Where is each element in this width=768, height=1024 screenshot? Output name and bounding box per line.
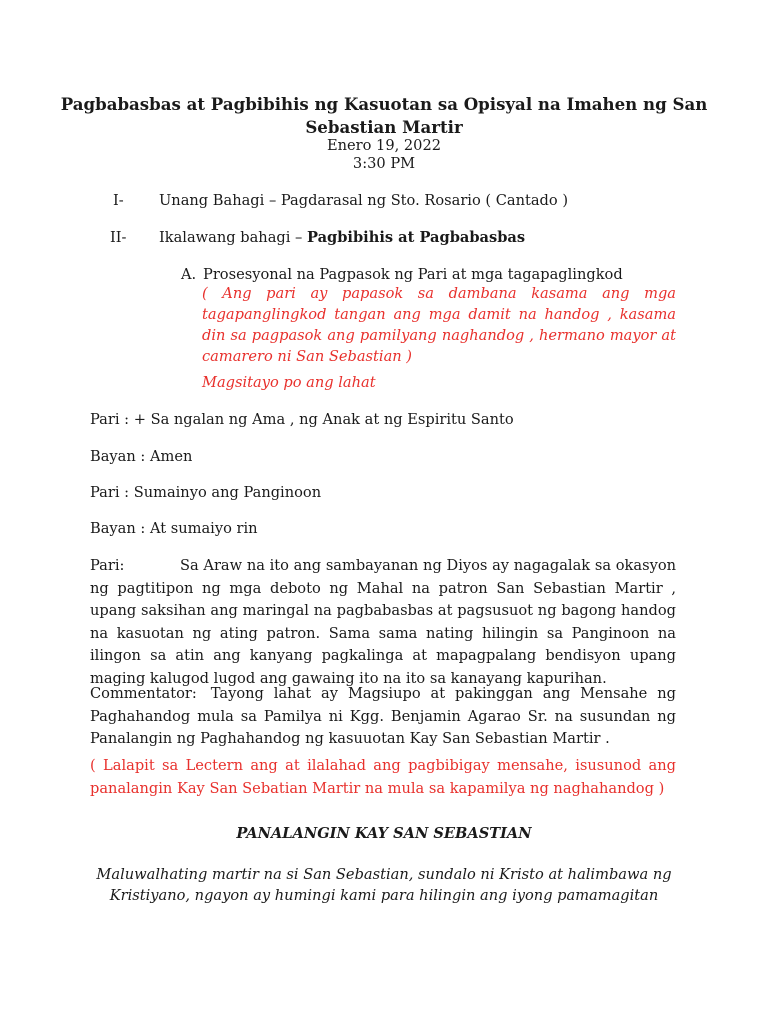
part2-text: Ikalawang bahagi –: [159, 229, 307, 246]
dialogue-line-3: Pari : Sumainyo ang Panginoon: [90, 484, 322, 501]
dialogue-line-1: Pari : + Sa ngalan ng Ama , ng Anak at ng Espiritu Santo: [90, 411, 514, 428]
pari-speaker: Pari:: [90, 557, 125, 574]
part2-bold-text: Pagbibihis at Pagbabasbas: [306, 229, 526, 246]
dialogue-line-2: Bayan : Amen: [90, 448, 193, 465]
part1-text: Unang Bahagi – Pagdarasal ng Sto. Rosario ( Cantado ): [159, 192, 569, 209]
commentator-text: Tayong lahat ay Magsiupo at pakinggan ang Mensahe ng Paghahandog mula sa Pamilya ni Kgg. Benjamin Agarao Sr. na susundan ng Panalangin ng Paghahandog ng kasuuotan Kay San Sebastian Martir .: [90, 685, 676, 747]
pari-paragraph: [90, 555, 676, 690]
lectern-instruction: ( Lalapit sa Lectern ang at ilalahad ang pagbibigay mensahe, isusunod ang panalangin Kay San Sebatian Martir na mula sa kapamilya ng naghahandog ): [90, 757, 676, 797]
part2-line: [159, 229, 525, 247]
section-a-title: Prosesyonal na Pagpasok ng Pari at mga tagapaglingkod: [203, 266, 623, 283]
dialogue-line-4: Bayan : At sumaiyo rin: [90, 520, 258, 537]
stand-instruction: Magsitayo po ang lahat: [202, 374, 376, 391]
pari-text: Sa Araw na ito ang sambayanan ng Diyos ay nagagalak sa okasyon ng pagtitipon ng mga deboto ng Mahal na patron San Sebastian Martir , upang saksihan ang maringal na pagbabasbas at pagsusuot ng bagong handog na kasuotan ng ating patron. Sama sama nating hilingin sa Panginoon na ilingon sa atin ang kanyang pagkalinga at mapagpalang bendisyon upang maging kalugod lugod ang gawaing ito na ito sa kanayang kapurihan.: [90, 557, 676, 687]
document-title: Pagbabasbas at Pagbibihis ng Kasuotan sa Opisyal na Imahen ng San Sebastian Martir: [60, 94, 708, 137]
section-a-letter: A.: [181, 266, 197, 283]
commentator-speaker: Commentator:: [90, 685, 197, 702]
event-date: Enero 19, 2022: [326, 137, 442, 154]
prayer-body: Maluwalhating martir na si San Sebastian, sundalo ni Kristo at halimbawa ng Kristiyano, ngayon ay humingi kami para hilingin ang iyong pamamagitan: [96, 866, 672, 904]
part1-number: I-: [113, 192, 124, 209]
commentator-paragraph: [90, 683, 676, 751]
section-a-note: ( Ang pari ay papasok sa dambana kasama ang mga tagapanglingkod tangan ang mga damit na handog , kasama din sa pagpasok ang pamilyang naghandog , hermano mayor at camarero ni San Sebastian ): [202, 285, 676, 365]
event-time: 3:30 PM: [352, 155, 416, 172]
prayer-heading: PANALANGIN KAY SAN SEBASTIAN: [236, 825, 532, 842]
part2-number: II-: [110, 229, 127, 246]
